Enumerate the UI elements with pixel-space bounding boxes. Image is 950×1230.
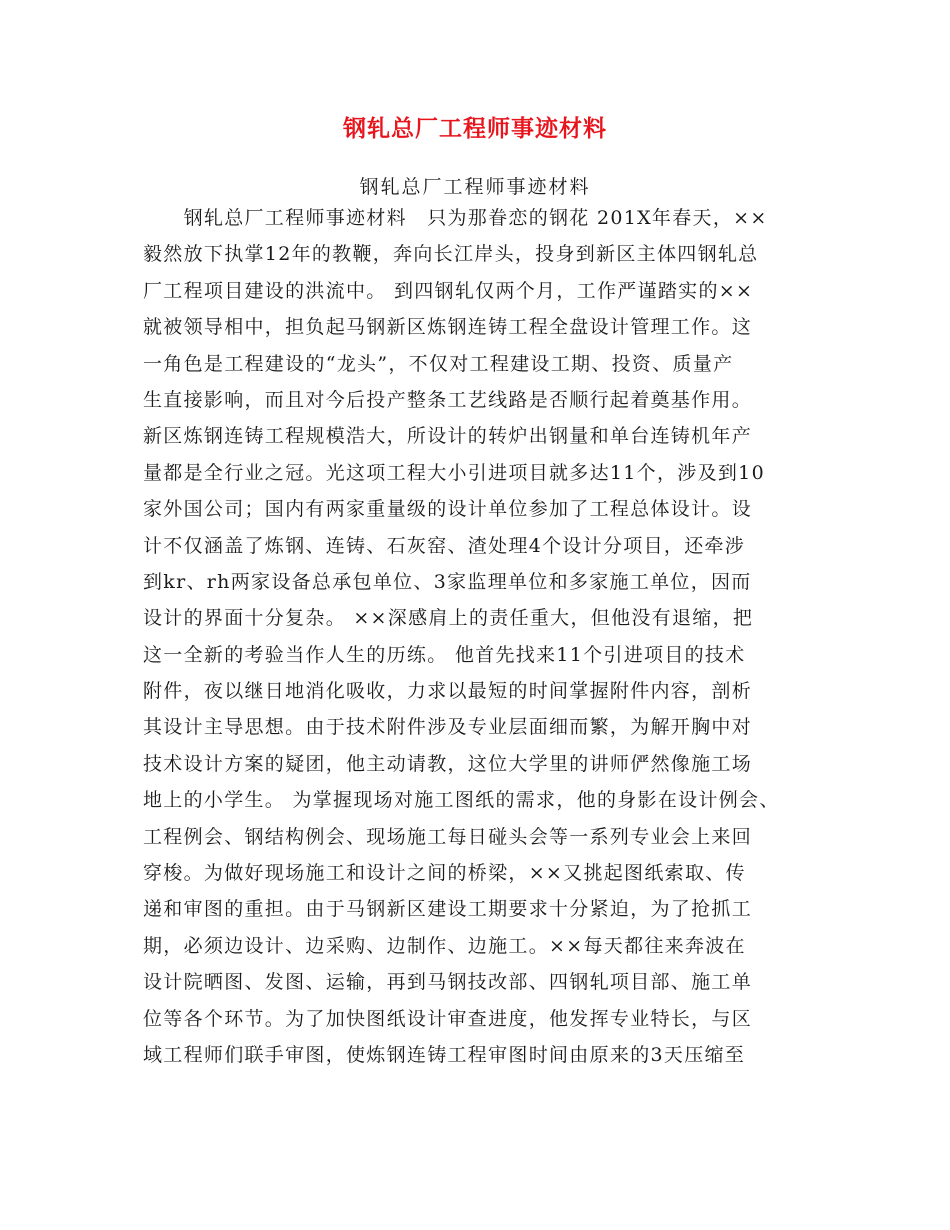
body-line: 地上的小学生。 为掌握现场对施工图纸的需求，他的身影在设计例会、 xyxy=(143,789,780,812)
body-line: 毅然放下执掌12年的教鞭，奔向长江岸头，投身到新区主体四钢轧总 xyxy=(143,243,759,266)
body-line: 其设计主导思想。由于技术附件涉及专业层面细而繁，为解开胸中对 xyxy=(143,716,753,739)
body-line: 设计的界面十分复杂。 ××深感肩上的责任重大，但他没有退缩，把 xyxy=(143,607,754,630)
body-line: 钢轧总厂工程师事迹材料 只为那眷恋的钢花 201X年春天，×× xyxy=(143,207,768,229)
body-line: 一角色是工程建设的“龙头”，不仅对工程建设工期、投资、质量产 xyxy=(143,352,734,375)
body-line: 就被领导相中，担负起马钢新区炼钢连铸工程全盘设计管理工作。这 xyxy=(143,316,753,339)
body-line: 穿梭。为做好现场施工和设计之间的桥梁，××又挑起图纸索取、传 xyxy=(143,862,746,885)
body-line: 家外国公司；国内有两家重量级的设计单位参加了工程总体设计。设 xyxy=(143,498,753,521)
document-title: 钢轧总厂工程师事迹材料 xyxy=(343,115,607,142)
body-line: 厂工程项目建设的洪流中。 到四钢轧仅两个月，工作严谨踏实的×× xyxy=(143,279,754,302)
body-line: 域工程师们联手审图，使炼钢连铸工程审图时间由原来的3天压缩至 xyxy=(143,1043,746,1066)
body-line: 计不仅涵盖了炼钢、连铸、石灰窑、渣处理4个设计分项目，还牵涉 xyxy=(143,534,746,557)
body-line: 附件，夜以继日地消化吸收，力求以最短的时间掌握附件内容，剖析 xyxy=(143,680,753,703)
document-subtitle: 钢轧总厂工程师事迹材料 xyxy=(359,176,591,198)
body-line: 技术设计方案的疑团，他主动请教，这位大学里的讲师俨然像施工场 xyxy=(143,752,753,775)
body-line: 递和审图的重担。由于马钢新区建设工期要求十分紧迫，为了抢抓工 xyxy=(143,898,753,921)
body-line: 到kr、rh两家设备总承包单位、3家监理单位和多家施工单位，因而 xyxy=(143,570,752,593)
document-body xyxy=(143,200,833,1073)
body-line: 这一全新的考验当作人生的历练。 他首先找来11个引进项目的技术 xyxy=(143,643,746,666)
body-line: 期，必须边设计、边采购、边制作、边施工。××每天都往来奔波在 xyxy=(143,934,746,957)
body-line: 新区炼钢连铸工程规模浩大，所设计的转炉出钢量和单台连铸机年产 xyxy=(143,425,753,448)
body-line: 生直接影响，而且对今后投产整条工艺线路是否顺行起着奠基作用。 xyxy=(143,388,753,411)
body-line: 设计院晒图、发图、运输，再到马钢技改部、四钢轧项目部、施工单 xyxy=(143,971,753,994)
body-line: 量都是全行业之冠。光这项工程大小引进项目就多达11个，涉及到10 xyxy=(143,461,765,484)
body-line: 工程例会、钢结构例会、现场施工每日碰头会等一系列专业会上来回 xyxy=(143,825,753,848)
body-line: 位等各个环节。为了加快图纸设计审查进度，他发挥专业特长，与区 xyxy=(143,1007,753,1030)
